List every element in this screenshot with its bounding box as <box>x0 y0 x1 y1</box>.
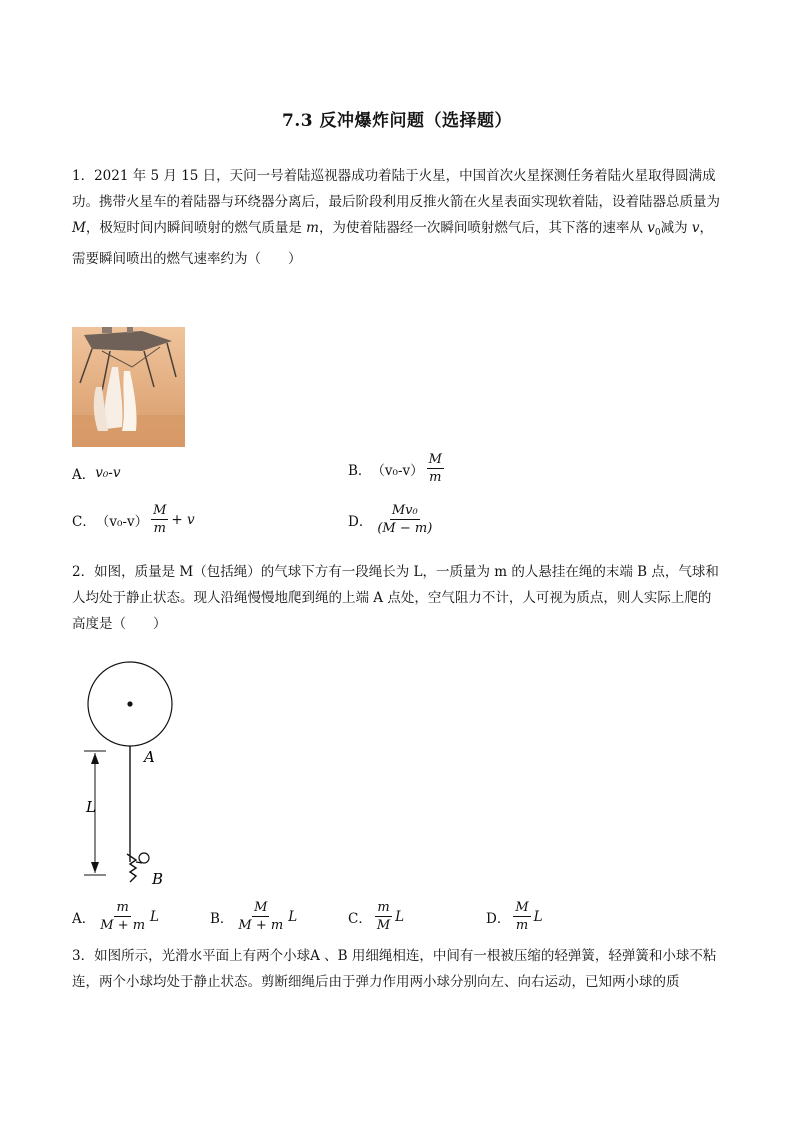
fraction: $\frac{M}{m}$ <box>153 503 167 536</box>
fraction: $\frac{M}{m}$ <box>428 452 442 485</box>
q2-option-d[interactable]: D． $\frac{M}{m}$ L <box>486 900 543 933</box>
question-2-text: 2．如图，质量是 M（包括绳）的气球下方有一段绳长为 L，一质量为 m 的人悬挂在绳的末端 B 点，气球和人均处于静止状态。现人沿绳慢慢地爬到绳的上端 A 点处，空气阻力不计，人可视为质点，则人实际上爬的高度是（ ） <box>72 564 719 632</box>
page-title: 7.3 反冲爆炸问题（选择题） <box>282 111 512 131</box>
fraction: $\frac{M}{M + m}$ <box>238 900 284 933</box>
question-1-text: 1．2021 年 5 月 15 日，天问一号着陆巡视器成功着陆于火星，中国首次火星探测任务着陆火星取得圆满成功。携带火星车的着陆器与环绕器分离后，最后阶段利用反推火箭在火星表面实现软着陆，设着陆器总质量为 M，极短时间内瞬间喷射的燃气质量是 m，为使着陆器经一次瞬间喷射燃气后，其下落的速率从 $v_0$减为 v，需要瞬间喷出的燃气速率约为（ ） <box>72 168 720 267</box>
q1-option-d[interactable]: D． $\frac{\text{Mv₀}}{(M - m)}$ <box>348 503 433 536</box>
fraction: $\frac{\text{Mv₀}}{(M - m)}$ <box>377 503 433 536</box>
question-3-text: 3．如图所示，光滑水平面上有两个小球A 、B 用细绳相连，中间有一根被压缩的轻弹簧，轻弹簧和小球不粘连，两个小球均处于静止状态。剪断细绳后由于弹力作用两小球分别向左、向右运动，已知两小球的质 <box>72 948 717 990</box>
balloon-rope-diagram <box>72 656 192 896</box>
q1-option-c[interactable]: C． （v₀-v） $\frac{M}{m}$ + v <box>72 503 195 536</box>
fraction: $\frac{m}{M}$ <box>376 900 391 933</box>
fraction: $\frac{m}{M + m}$ <box>100 900 146 933</box>
mars-lander-photo <box>72 327 185 447</box>
fraction: $\frac{M}{m}$ <box>515 900 529 933</box>
q2-option-b[interactable]: B． $\frac{M}{M + m}$ L <box>210 900 298 933</box>
label-a: A <box>144 748 155 766</box>
label-b: B <box>152 870 164 888</box>
label-l: L <box>86 798 96 816</box>
q1-option-b[interactable]: B． （v₀-v） $\frac{M}{m}$ <box>348 452 442 485</box>
q2-option-a[interactable]: A． $\frac{m}{M + m}$ L <box>72 900 160 933</box>
q1-option-a[interactable]: A． v₀-v <box>72 465 121 483</box>
q2-option-c[interactable]: C． $\frac{m}{M}$ L <box>348 900 405 933</box>
